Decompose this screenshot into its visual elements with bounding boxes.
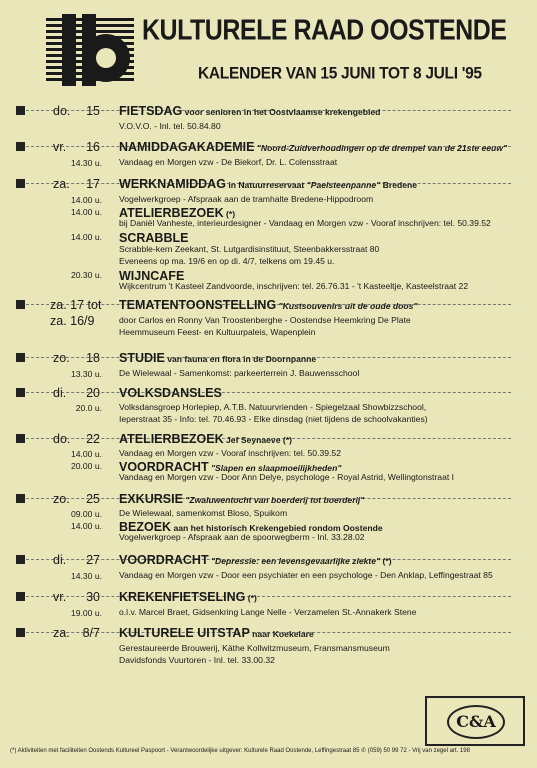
event-detail xyxy=(119,315,411,325)
bullet-marker xyxy=(16,434,25,443)
event-text: De Wielewaal - Samenkomst: parkeerterrein J. Bauwensschool xyxy=(119,368,360,378)
event-title: ATELIERBEZOEK xyxy=(119,206,224,220)
event-text: naar Koekelare xyxy=(249,629,314,639)
event-text: "Kustsouvenirs uit de oude doos" xyxy=(276,301,418,311)
event-date: 17 xyxy=(86,177,100,191)
event-detail xyxy=(119,655,275,665)
event-day: vr. xyxy=(53,140,67,154)
event-heading xyxy=(119,553,392,567)
event-detail xyxy=(119,643,390,653)
event-detail xyxy=(119,472,454,482)
event-text: Gerestaureerde Brouwerij, Käthe Kollwitzmuseum, Fransmansmuseum xyxy=(119,643,390,653)
event-time: 14.00 u. xyxy=(70,449,102,459)
event-day: za. 17 tot xyxy=(50,298,102,312)
event-text: aan het historisch Krekengebied rondom Oostende xyxy=(171,523,383,533)
event-date: 15 xyxy=(86,104,100,118)
event-time: 14.30 u. xyxy=(70,571,102,581)
event-text: "Paelsteenpanne" xyxy=(306,180,381,190)
event-text: (*) xyxy=(380,556,392,566)
event-time: 14.30 u. xyxy=(70,158,102,168)
event-detail xyxy=(119,157,337,167)
bullet-marker xyxy=(16,592,25,601)
event-day: di. xyxy=(53,386,67,400)
event-text: Vandaag en Morgen vzw - Door Ann Delye, psychologe - Royal Astrid, Wellingtonstraat I xyxy=(119,472,455,482)
event-heading xyxy=(119,626,314,640)
event-detail xyxy=(119,402,426,412)
event-time: 14.00 u. xyxy=(70,521,102,531)
event-date: 25 xyxy=(86,492,100,506)
event-detail xyxy=(119,244,379,254)
event-day: zo. xyxy=(53,351,70,365)
event-text: "Depressie: een levensgevaarlijke ziekte" xyxy=(208,556,381,566)
event-detail xyxy=(119,327,315,337)
event-text: Davidsfonds Vuurtoren - Inl. tel. 33.00.32 xyxy=(119,655,275,665)
event-text: "Noord-Zuidverhoudingen op de drempel van de 21ste eeuw" xyxy=(254,143,508,153)
event-text: Scrabble-kern Zeekant, St. Lutgardisinstituut, Steenbakkersstraat 80 xyxy=(119,244,380,254)
kro-logo xyxy=(46,14,134,88)
event-day: za. xyxy=(53,177,70,191)
event-detail xyxy=(119,508,287,518)
bullet-marker xyxy=(16,353,25,362)
event-text: Jef Seynaeve (*) xyxy=(223,435,292,445)
event-text: Vandaag en Morgen vzw - De Biekorf, Dr. L. Colensstraat xyxy=(119,157,338,167)
event-detail xyxy=(119,218,491,228)
sponsor-logo: C&A xyxy=(447,705,505,739)
bullet-marker xyxy=(16,628,25,637)
event-title: VOORDRACHT xyxy=(119,553,209,567)
event-detail xyxy=(119,448,341,458)
event-text: door Carlos en Ronny Van Troostenberghe - Oostendse Heemkring De Plate xyxy=(119,315,411,325)
event-text: (*) xyxy=(245,593,257,603)
event-title: WIJNCAFE xyxy=(119,269,185,283)
event-title: KREKENFIETSELING xyxy=(119,590,246,604)
event-text: "Slapen en slaapmoeilijkheden" xyxy=(208,463,342,473)
event-title: TEMATENTOONSTELLING xyxy=(119,298,277,312)
event-time: 14.00 u. xyxy=(70,232,102,242)
sponsor-box xyxy=(425,696,525,746)
event-detail xyxy=(119,532,365,542)
event-detail xyxy=(119,570,493,580)
footer-note: (*) Aktiviteiten met faciliteiten Oostends Kultureel Paspoort - Verantwoordelijke uitgever: Kulturele Raad Oostende, Leffingestraat 85 ✆ (059) 50 99 72 - Vrij van zegel art. 198 xyxy=(10,748,470,754)
event-text: Ieperstraat 35 - Info: tel. 70.46.93 - Elke dinsdag (niet tijdens de schoolvakanties) xyxy=(119,414,428,424)
event-heading xyxy=(119,386,222,400)
event-text: o.l.v. Marcel Braet, Gidsenkring Lange Nelle - Verzamelen St.-Annakerk Stene xyxy=(119,607,417,617)
event-title: BEZOEK xyxy=(119,520,172,534)
event-detail xyxy=(119,607,416,617)
event-heading xyxy=(119,492,364,506)
event-title: FIETSDAG xyxy=(119,104,183,118)
event-time: 20.30 u. xyxy=(70,270,102,280)
bullet-marker xyxy=(16,142,25,151)
event-detail xyxy=(119,121,221,131)
event-title: EXKURSIE xyxy=(119,492,183,506)
event-text: Vogelwerkgroep - Afspraak aan de tramhalte Bredene-Hippodroom xyxy=(119,194,374,204)
event-title: VOLKSDANSLES xyxy=(119,386,222,400)
event-time: 20.00 u. xyxy=(70,461,102,471)
event-text: V.O.V.O. - Inl. tel. 50.84.80 xyxy=(119,121,221,131)
event-text: (*) xyxy=(223,209,236,219)
event-heading xyxy=(119,104,380,118)
event-title: NAMIDDAGAKADEMIE xyxy=(119,140,255,154)
event-date: 18 xyxy=(86,351,100,365)
page-title: KULTURELE RAAD OOSTENDE xyxy=(142,14,507,47)
event-text: Volksdansgroep Horlepiep, A.T.B. Natuurvrienden - Spiegelzaal Showbizzschool, xyxy=(119,402,427,412)
event-text: van fauna en flora in de Doornpanne xyxy=(164,354,317,364)
event-heading xyxy=(119,590,257,604)
bullet-marker xyxy=(16,388,25,397)
event-text: Vandaag en Morgen vzw - Door een psychiater en een psychologe - Den Anklap, Leffingestraat 85 xyxy=(119,570,493,580)
event-text: De Wielewaal, samenkomst Bloso, Spuikom xyxy=(119,508,288,518)
event-title: STUDIE xyxy=(119,351,165,365)
event-text: Heemmuseum Feest- en Kultuurpaleis, Wapenplein xyxy=(119,327,316,337)
event-day: zo. xyxy=(53,492,70,506)
event-text: Vogelwerkgroep - Afspraak aan de spoorwegberm - Inl. 33.28.02 xyxy=(119,532,365,542)
event-text: Vandaag en Morgen vzw - Vooraf inschrijven: tel. 50.39.52 xyxy=(119,448,341,458)
event-text: bij Daniël Vanheste, interieurdesigner - Vandaag en Morgen vzw - Vooraf inschrijven: tel. 50.39.52 xyxy=(119,218,491,228)
event-day: do. xyxy=(53,104,71,118)
event-heading xyxy=(119,140,507,154)
event-title: KULTURELE UITSTAP xyxy=(119,626,250,640)
event-day: di. xyxy=(53,553,67,567)
event-day: za. xyxy=(53,626,70,640)
event-time: 14.00 u. xyxy=(70,195,102,205)
event-title: ATELIERBEZOEK xyxy=(119,432,224,446)
event-heading xyxy=(119,298,418,312)
event-time: 20.0 u. xyxy=(75,403,102,413)
event-time: 09.00 u. xyxy=(70,509,102,519)
event-detail xyxy=(119,368,359,378)
bullet-marker xyxy=(16,106,25,115)
event-date: 27 xyxy=(86,553,100,567)
event-day-end: za. 16/9 xyxy=(50,314,95,328)
event-time: 19.00 u. xyxy=(70,608,102,618)
event-time: 13.30 u. xyxy=(70,369,102,379)
event-date: 30 xyxy=(86,590,100,604)
bullet-marker xyxy=(16,300,25,309)
event-date: 8/7 xyxy=(82,626,100,640)
event-date: 22 xyxy=(86,432,100,446)
page-subtitle: KALENDER VAN 15 JUNI TOT 8 JULI '95 xyxy=(198,64,482,83)
event-date: 20 xyxy=(86,386,100,400)
event-detail xyxy=(119,414,428,424)
event-day: vr. xyxy=(53,590,67,604)
event-detail xyxy=(119,194,373,204)
event-text: "Zwaluwentocht van boerderij tot boerderij" xyxy=(182,495,365,505)
event-text: in Natuurreservaat xyxy=(225,180,307,190)
event-day: do. xyxy=(53,432,71,446)
bullet-marker xyxy=(16,494,25,503)
event-detail xyxy=(119,231,188,245)
event-title: VOORDRACHT xyxy=(119,460,209,474)
event-detail xyxy=(119,256,334,266)
event-text: voor senioren in het Oostvlaamse krekengebied xyxy=(182,107,381,117)
event-detail xyxy=(119,281,468,291)
event-time: 14.00 u. xyxy=(70,207,102,217)
event-text: Eveneens op ma. 19/6 en op di. 4/7, telkens om 19.45 u. xyxy=(119,256,335,266)
event-heading xyxy=(119,432,292,446)
event-text: Bredene xyxy=(380,180,418,190)
event-title: SCRABBLE xyxy=(119,231,189,245)
bullet-marker xyxy=(16,555,25,564)
event-heading xyxy=(119,351,316,365)
event-heading xyxy=(119,177,417,191)
event-date: 16 xyxy=(86,140,100,154)
event-title: WERKNAMIDDAG xyxy=(119,177,226,191)
bullet-marker xyxy=(16,179,25,188)
event-text: Wijkcentrum 't Kasteel Zandvoorde, inschrijven: tel. 26.76.31 - 't Kasteeltje, Kasteelstraat 22 xyxy=(119,281,469,291)
